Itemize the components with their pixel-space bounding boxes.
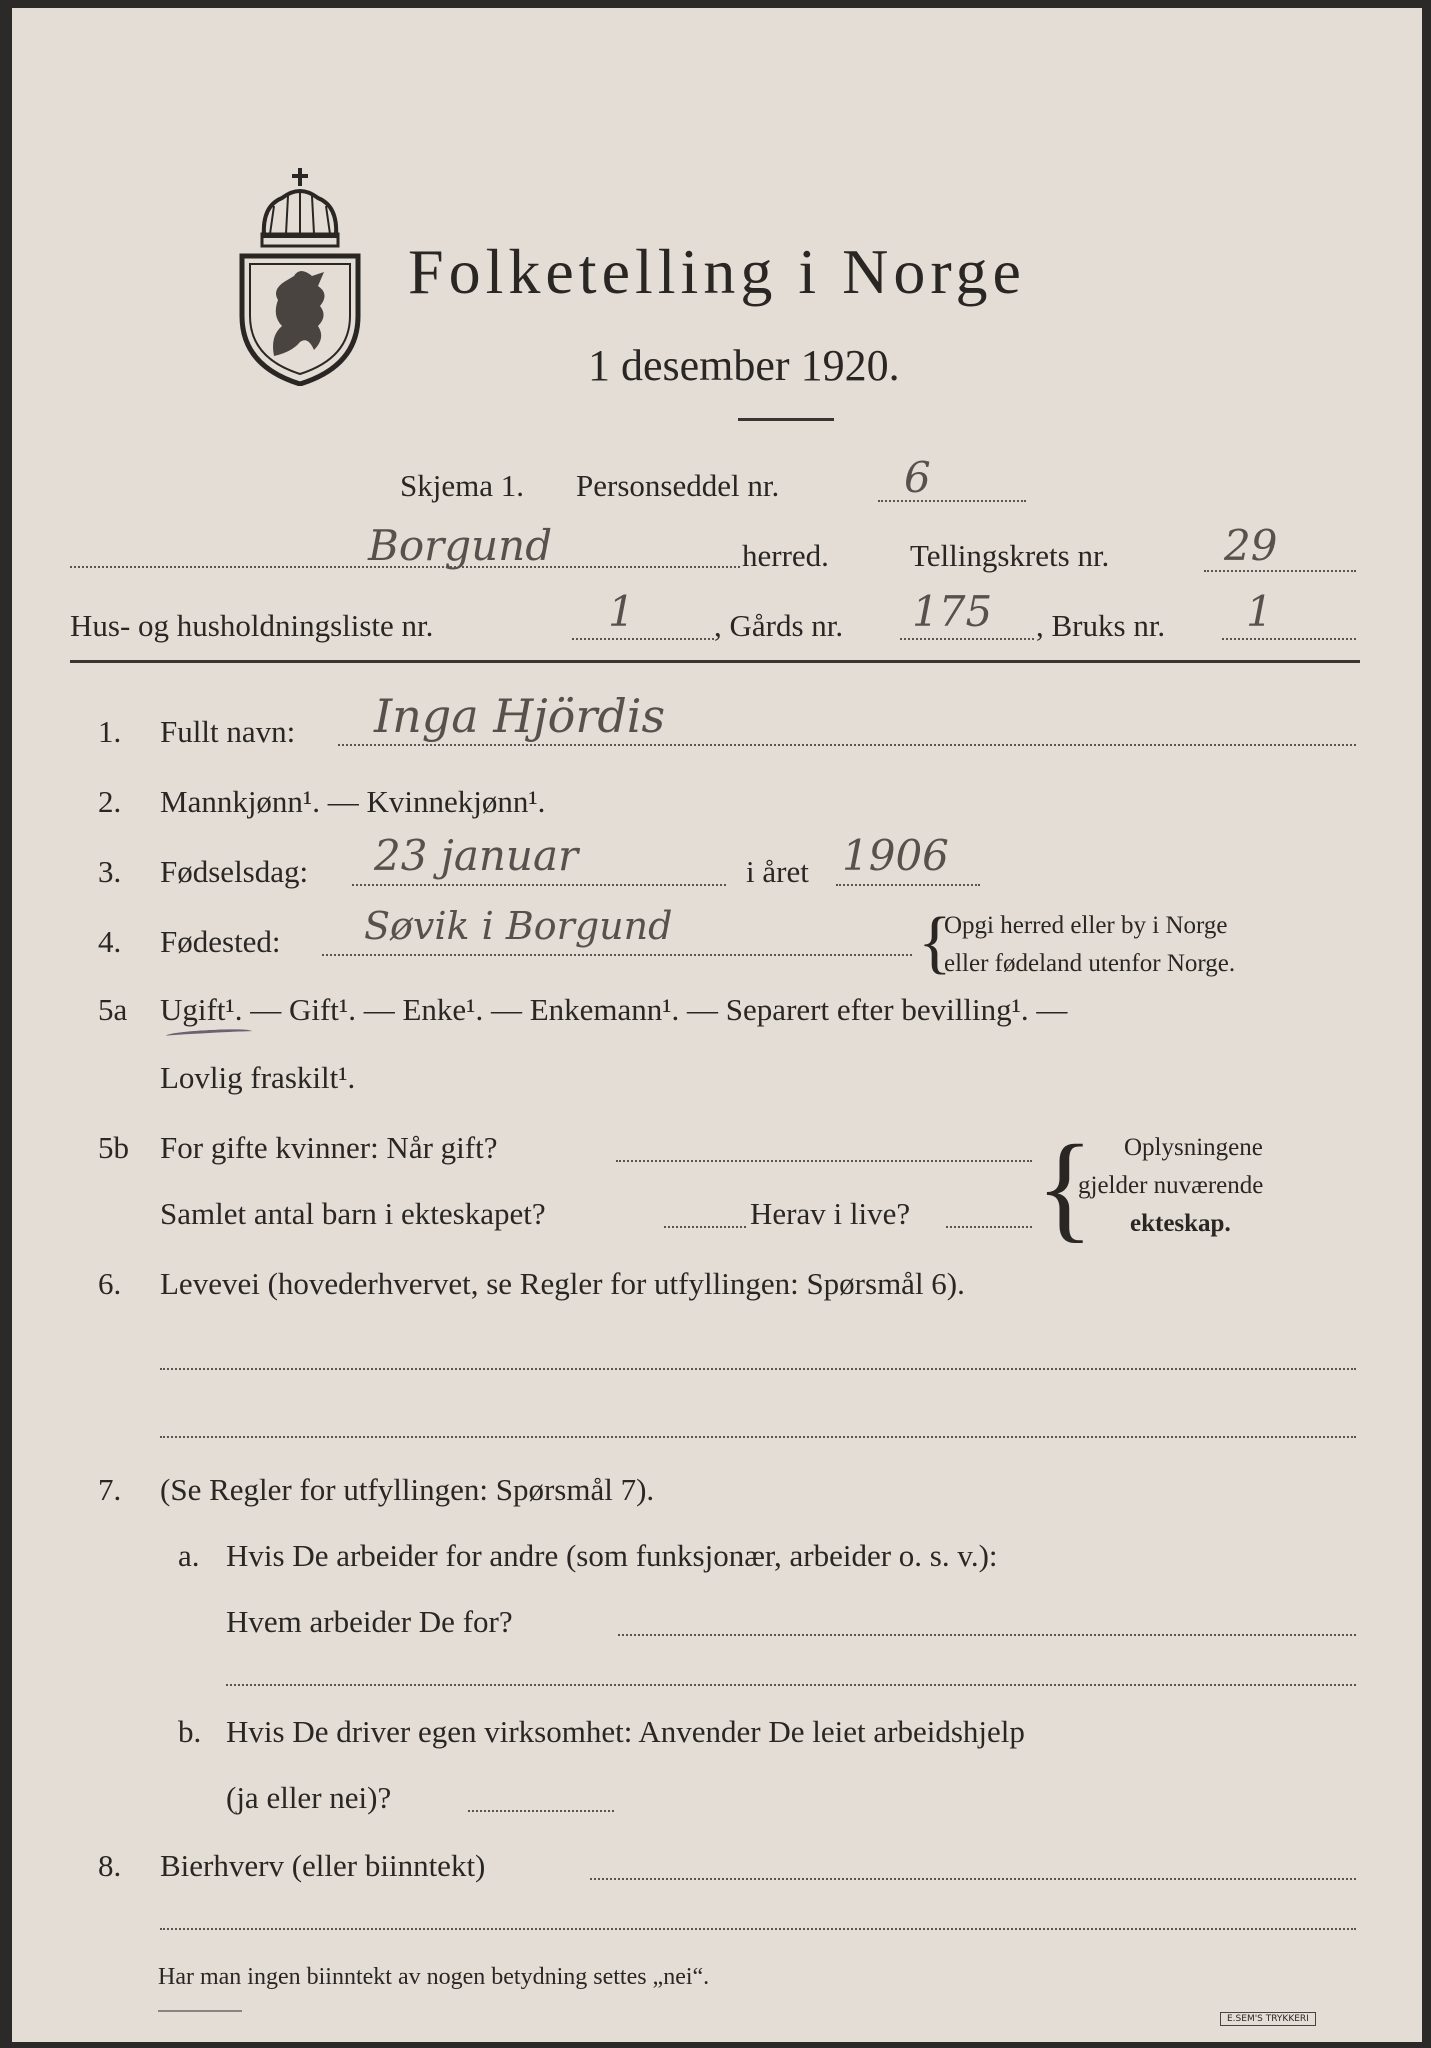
q7b-label: Hvis De driver egen virksomhet: Anvender De leiet arbeidshjelp [226, 1714, 1025, 1749]
q5a-number: 5a [98, 992, 128, 1027]
q2-number: 2. [98, 784, 122, 819]
skjema-label: Skjema 1. [400, 468, 524, 503]
census-form-sheet [12, 8, 1422, 2042]
q7a-letter: a. [178, 1538, 200, 1573]
footer-short-rule [158, 2010, 242, 2012]
marital-status-options: Ugift¹. — Gift¹. — Enke¹. — Enkemann¹. — Separert efter bevilling¹. — [160, 992, 1068, 1027]
q4-note-line1: Opgi herred eller by i Norge [944, 912, 1228, 939]
gards-field[interactable] [900, 638, 1034, 640]
full-name-value: Inga Hjördis [374, 689, 666, 743]
q5b-note-line1: Oplysningene [1124, 1134, 1263, 1161]
personseddel-label: Personseddel nr. [576, 468, 780, 503]
gards-value: 175 [912, 587, 993, 636]
q5b-number: 5b [98, 1130, 129, 1165]
form-title: Folketelling i Norge [408, 236, 1026, 307]
q4-label: Fødested: [160, 924, 281, 959]
norwegian-coat-of-arms-icon [234, 166, 366, 386]
q5b-children-label: Samlet antal barn i ekteskapet? [160, 1196, 546, 1231]
tellingskrets-field[interactable] [1204, 570, 1356, 572]
q4-note-line2: eller fødeland utenfor Norge. [944, 950, 1236, 977]
q4-note-brace: { [918, 904, 952, 981]
side-income-field-1[interactable] [590, 1878, 1356, 1880]
children-count-field[interactable] [664, 1226, 746, 1228]
hus-value: 1 [608, 587, 635, 636]
personseddel-value: 6 [904, 453, 931, 502]
q1-label: Fullt navn: [160, 714, 296, 749]
q7-number: 7. [98, 1472, 122, 1507]
tellingskrets-value: 29 [1224, 521, 1278, 570]
q7-label: (Se Regler for utfyllingen: Spørsmål 7). [160, 1472, 655, 1507]
q5b-married-when-label: For gifte kvinner: Når gift? [160, 1130, 498, 1165]
q4-number: 4. [98, 924, 122, 959]
bruks-field[interactable] [1222, 638, 1356, 640]
title-divider [738, 418, 834, 421]
birthday-field[interactable] [352, 884, 726, 886]
occupation-field-2[interactable] [160, 1436, 1356, 1438]
q5b-note-brace: { [1036, 1120, 1094, 1253]
q8-label: Bierhverv (eller biinntekt) [160, 1848, 486, 1883]
birthplace-value: Søvik i Borgund [364, 904, 673, 948]
married-when-field[interactable] [616, 1160, 1032, 1162]
printer-mark: E.SEM'S TRYKKERI [1220, 2012, 1316, 2026]
gards-label: , Gårds nr. [714, 608, 844, 643]
personseddel-field[interactable] [878, 500, 1026, 502]
q5b-note-line2: gjelder nuværende [1078, 1172, 1264, 1199]
q7a-label: Hvis De arbeider for andre (som funksjonær, arbeider o. s. v.): [226, 1538, 998, 1573]
q3-number: 3. [98, 854, 122, 889]
q6-number: 6. [98, 1266, 122, 1301]
birth-year-field[interactable] [836, 884, 980, 886]
q7a-employer-label: Hvem arbeider De for? [226, 1604, 513, 1639]
q7b-hired-help-label: (ja eller nei)? [226, 1780, 392, 1815]
birthday-value: 23 januar [374, 831, 579, 880]
side-income-field-2[interactable] [160, 1928, 1356, 1930]
q3-year-label: i året [746, 854, 809, 889]
children-alive-field[interactable] [946, 1226, 1032, 1228]
gender-options: Mannkjønn¹. — Kvinnekjønn¹. [160, 784, 546, 819]
hus-field[interactable] [572, 638, 714, 640]
q7b-letter: b. [178, 1714, 202, 1749]
header-divider [70, 660, 1360, 663]
hus-label: Hus- og husholdningsliste nr. [70, 608, 434, 643]
bruks-label: , Bruks nr. [1036, 608, 1166, 643]
census-date: 1 desember 1920. [588, 341, 900, 390]
employer-field-1[interactable] [618, 1634, 1356, 1636]
hired-help-field[interactable] [468, 1810, 614, 1812]
q5b-alive-label: Herav i live? [750, 1196, 911, 1231]
bruks-value: 1 [1246, 587, 1273, 636]
employer-field-2[interactable] [226, 1684, 1356, 1686]
herred-label: herred. [742, 538, 829, 573]
q1-number: 1. [98, 714, 122, 749]
footer-note: Har man ingen biinntekt av nogen betydning settes „nei“. [158, 1964, 710, 1990]
tellingskrets-label: Tellingskrets nr. [910, 538, 1110, 573]
q8-number: 8. [98, 1848, 122, 1883]
q3-label: Fødselsdag: [160, 854, 309, 889]
q6-label: Levevei (hovederhvervet, se Regler for utfyllingen: Spørsmål 6). [160, 1266, 965, 1301]
q5b-note-line3: ekteskap. [1130, 1210, 1231, 1237]
marital-status-options-cont: Lovlig fraskilt¹. [160, 1060, 356, 1095]
occupation-field-1[interactable] [160, 1368, 1356, 1370]
herred-value: Borgund [368, 521, 553, 570]
birthplace-field[interactable] [322, 954, 912, 956]
birth-year-value: 1906 [842, 831, 949, 880]
full-name-field[interactable] [338, 744, 1356, 746]
